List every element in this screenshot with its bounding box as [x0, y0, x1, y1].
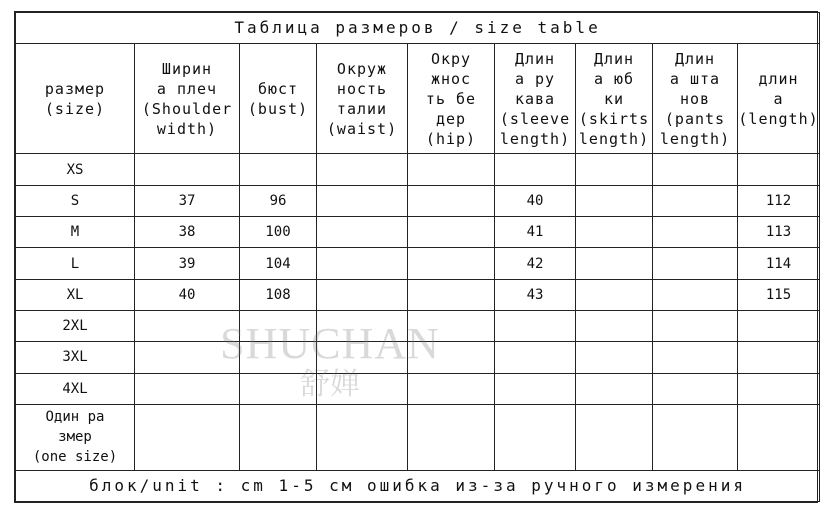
- table-cell: [738, 342, 820, 373]
- size-chart: [14, 11, 818, 503]
- watermark-subtext: 舒婵: [300, 367, 360, 402]
- table-cell: [408, 248, 495, 279]
- header-shoulder: Ширин а плеч (Shoulder width): [135, 44, 240, 154]
- table-row: [16, 279, 820, 310]
- table-cell: [317, 342, 408, 373]
- table-row: [16, 404, 820, 470]
- table-cell: [653, 311, 738, 342]
- table-cell: [738, 373, 820, 404]
- size-cell: 2XL: [16, 311, 135, 342]
- table-footer-note: блок/unit : cm 1-5 см ошибка из-за ручного измерения: [16, 470, 820, 501]
- table-cell: [653, 217, 738, 248]
- table-cell: 40: [135, 279, 240, 310]
- table-cell: 40: [495, 185, 576, 216]
- table-cell: [408, 279, 495, 310]
- table-cell: 104: [240, 248, 317, 279]
- size-cell: L: [16, 248, 135, 279]
- table-cell: [135, 404, 240, 470]
- table-cell: [317, 154, 408, 185]
- table-cell: [240, 342, 317, 373]
- table-cell: 39: [135, 248, 240, 279]
- table-cell: [317, 311, 408, 342]
- table-cell: 108: [240, 279, 317, 310]
- table-cell: [495, 311, 576, 342]
- table-cell: [317, 373, 408, 404]
- table-cell: [576, 154, 653, 185]
- size-cell: Один ра змер (one size): [16, 404, 135, 470]
- size-cell: 3XL: [16, 342, 135, 373]
- table-cell: 115: [738, 279, 820, 310]
- table-title: Таблица размеров / size table: [16, 13, 820, 44]
- table-cell: [653, 279, 738, 310]
- table-row: [16, 185, 820, 216]
- table-row: [16, 248, 820, 279]
- table-cell: [135, 373, 240, 404]
- header-length: длин а (length): [738, 44, 820, 154]
- table-cell: [317, 185, 408, 216]
- size-cell: M: [16, 217, 135, 248]
- table-cell: [653, 154, 738, 185]
- table-cell: [317, 217, 408, 248]
- header-size: размер (size): [16, 44, 135, 154]
- table-cell: [240, 404, 317, 470]
- table-row: [16, 373, 820, 404]
- table-cell: [653, 373, 738, 404]
- header-waist: Окруж ность талии (waist): [317, 44, 408, 154]
- table-cell: 112: [738, 185, 820, 216]
- size-cell: 4XL: [16, 373, 135, 404]
- table-cell: [576, 217, 653, 248]
- table-cell: [408, 185, 495, 216]
- table-cell: [135, 154, 240, 185]
- table-cell: 96: [240, 185, 317, 216]
- table-cell: [408, 154, 495, 185]
- table-cell: [408, 404, 495, 470]
- table-cell: [738, 311, 820, 342]
- header-sleeve: Длин а ру кава (sleeve length): [495, 44, 576, 154]
- size-table: [15, 12, 820, 502]
- table-cell: [738, 404, 820, 470]
- table-row: [16, 342, 820, 373]
- table-cell: 38: [135, 217, 240, 248]
- table-cell: 41: [495, 217, 576, 248]
- table-cell: [653, 342, 738, 373]
- table-cell: 114: [738, 248, 820, 279]
- watermark-text: SHUCHAN: [220, 319, 440, 368]
- table-cell: [317, 279, 408, 310]
- table-cell: [135, 311, 240, 342]
- table-cell: [576, 373, 653, 404]
- table-cell: 100: [240, 217, 317, 248]
- table-cell: [653, 185, 738, 216]
- table-cell: [576, 279, 653, 310]
- table-cell: [576, 248, 653, 279]
- table-cell: 37: [135, 185, 240, 216]
- table-cell: 42: [495, 248, 576, 279]
- table-cell: [653, 404, 738, 470]
- header-bust: бюст (bust): [240, 44, 317, 154]
- table-cell: [240, 373, 317, 404]
- table-cell: [135, 342, 240, 373]
- table-cell: [408, 373, 495, 404]
- table-cell: [738, 154, 820, 185]
- table-cell: [495, 342, 576, 373]
- header-hip: Окру жнос ть бе дер (hip): [408, 44, 495, 154]
- table-row: [16, 217, 820, 248]
- table-row: [16, 154, 820, 185]
- table-cell: [408, 342, 495, 373]
- header-pants: Длин а шта нов (pants length): [653, 44, 738, 154]
- table-cell: [495, 404, 576, 470]
- table-cell: 43: [495, 279, 576, 310]
- table-row: [16, 311, 820, 342]
- size-cell: XL: [16, 279, 135, 310]
- table-cell: [240, 311, 317, 342]
- table-cell: [408, 311, 495, 342]
- table-cell: [576, 342, 653, 373]
- header-row: [16, 44, 820, 154]
- table-cell: [576, 404, 653, 470]
- table-cell: [653, 248, 738, 279]
- table-cell: [576, 185, 653, 216]
- size-cell: S: [16, 185, 135, 216]
- table-cell: [495, 373, 576, 404]
- table-cell: [317, 248, 408, 279]
- table-cell: [317, 404, 408, 470]
- table-cell: [576, 311, 653, 342]
- table-cell: [408, 217, 495, 248]
- table-cell: [240, 154, 317, 185]
- table-cell: 113: [738, 217, 820, 248]
- size-cell: XS: [16, 154, 135, 185]
- header-skirt: Длин а юб ки (skirts length): [576, 44, 653, 154]
- table-cell: [495, 154, 576, 185]
